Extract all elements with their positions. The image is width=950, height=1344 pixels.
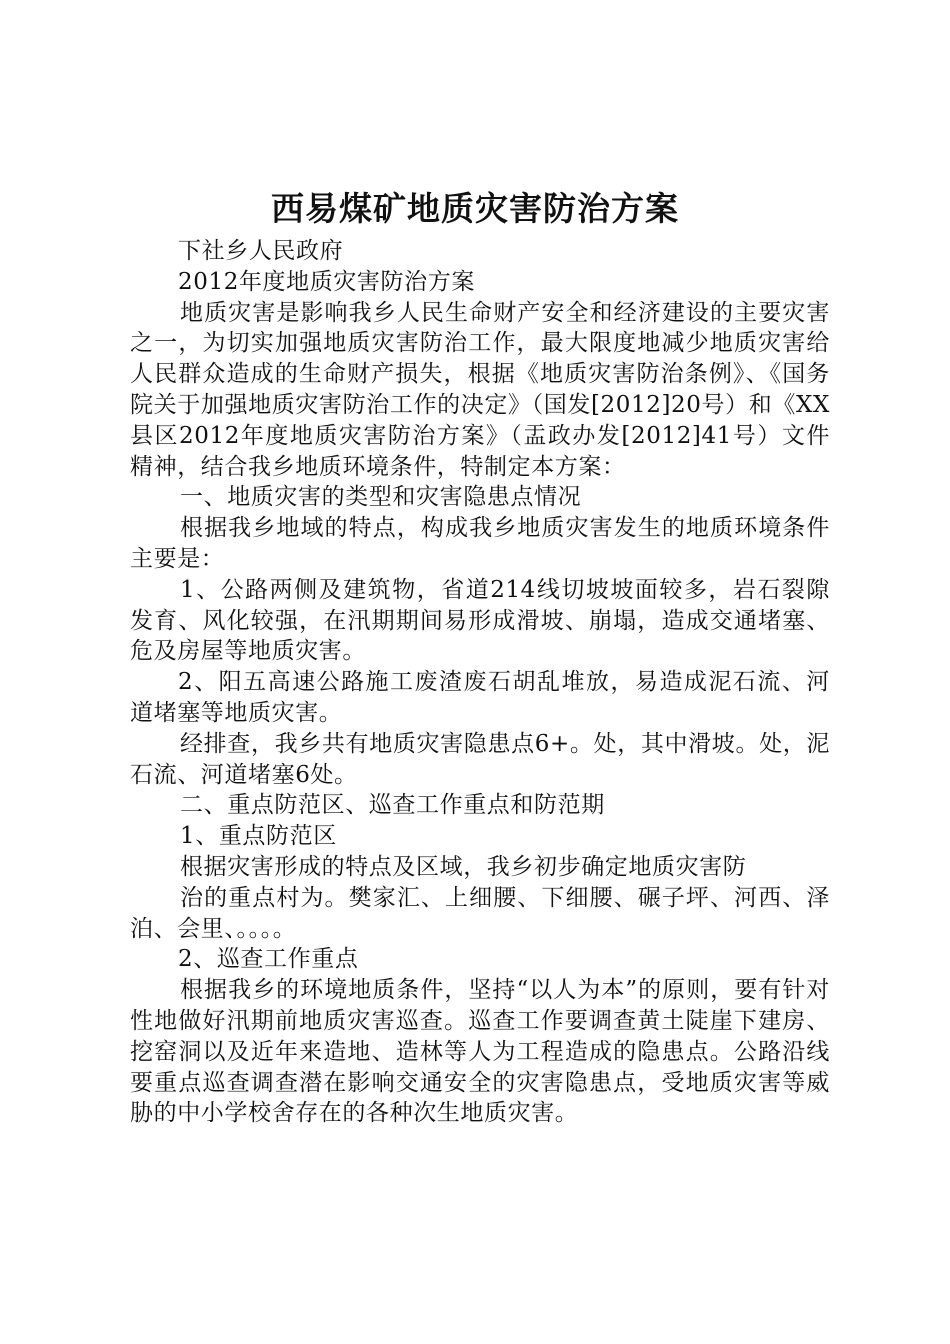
paragraph-subheading-2: 2、巡查工作重点 bbox=[178, 946, 359, 973]
paragraph-inspection: 根据我乡的环境地质条件，坚持“以人为本”的原则，要有针对性地做好汛期前地质灾害巡查。巡查工作要调查黄土陡崖下建房、挖窑洞以及近年来造地、造林等人为工程造成的隐患点。公路沿线要重点巡查调查潜在影响交通安全的灾害隐患点，受地质灾害等威胁的中小学校舍存在的各种次生地质灾害。 bbox=[130, 977, 830, 1127]
paragraph-subtitle: 2012年度地质灾害防治方案 bbox=[178, 268, 475, 295]
document-title: 西易煤矿地质灾害防治方案 bbox=[271, 189, 679, 228]
paragraph-heading-2: 二、重点防范区、巡查工作重点和防范期 bbox=[180, 792, 605, 819]
document-body bbox=[130, 236, 830, 1129]
paragraph-key-area: 根据灾害形成的特点及区域，我乡初步确定地质灾害防 bbox=[180, 853, 747, 880]
paragraph-issuer: 下社乡人民政府 bbox=[178, 238, 344, 264]
paragraph-subheading-1: 1、重点防范区 bbox=[180, 823, 337, 850]
paragraph-heading-1: 一、地质灾害的类型和灾害隐患点情况 bbox=[180, 484, 582, 511]
paragraph-key-villages: 治的重点村为。樊家汇、上细腰、下细腰、碾子坪、河西、泽泊、会里、。。。。 bbox=[130, 884, 830, 942]
paragraph-conditions: 根据我乡地域的特点，构成我乡地质灾害发生的地质环境条件主要是： bbox=[130, 515, 830, 572]
paragraph-item-2: 2、阳五高速公路施工废渣废石胡乱堆放，易造成泥石流、河道堵塞等地质灾害。 bbox=[130, 669, 830, 726]
paragraph-survey: 经排查，我乡共有地质灾害隐患点6+。处，其中滑坡。处，泥石流、河道堵塞6处。 bbox=[130, 730, 830, 788]
paragraph-item-1: 1、公路两侧及建筑物，省道214线切坡坡面较多，岩石裂隙发育、风化较强，在汛期期间易形成滑坡、崩塌，造成交通堵塞、危及房屋等地质灾害。 bbox=[130, 576, 830, 665]
paragraph-intro: 地质灾害是影响我乡人民生命财产安全和经济建设的主要灾害之一，为切实加强地质灾害防治工作，最大限度地减少地质灾害给人民群众造成的生命财产损失，根据《地质灾害防治条例》、《国务院关于加强地质灾害防治工作的决定》（国发[2012]20号）和《XX县区2012年度地质灾害防治方案》（盂政办发[2012]41号）文件精神，结合我乡地质环境条件，特制定本方案： bbox=[130, 299, 830, 480]
